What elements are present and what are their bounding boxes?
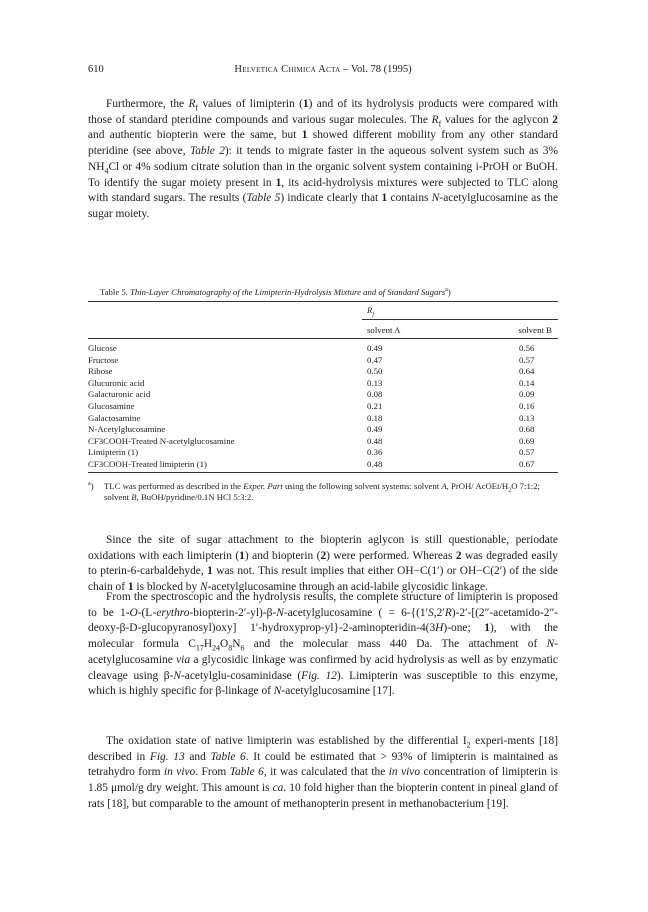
solvent-a-header: solvent A: [367, 325, 401, 335]
text: using the following solvent systems: solvent: [282, 481, 442, 491]
rf-solvent-a: 0.18: [367, 412, 383, 423]
text: -acetylglucosamine as the sugar moiety.: [88, 192, 558, 220]
subscript: 24: [212, 643, 221, 653]
sugar-name: Ribose: [88, 366, 113, 377]
rf-solvent-a: 0.49: [367, 343, 383, 353]
rf-solvent-b: 0.67: [519, 459, 535, 469]
compound-ref: 1: [301, 129, 308, 142]
caption-prefix: Table 5.: [100, 287, 131, 297]
rf-solvent-a: 0.08: [367, 389, 383, 400]
smallcap-l: L: [145, 606, 153, 619]
compound-ref: 2: [455, 549, 462, 562]
section-ref: Exper. Part: [243, 481, 283, 491]
rf-symbol: R: [367, 305, 373, 315]
footnote-text: [104, 481, 558, 503]
table-row: [88, 343, 558, 354]
text: a glycosidic linkage was confirmed by acid hydrolysis as well as by enzymatic cleavage using β-: [88, 653, 558, 682]
text: and authentic biopterin were the same, but: [88, 129, 302, 142]
sugar-name: Glucuronic acid: [88, 377, 145, 388]
rf-solvent-b: 0.09: [519, 389, 535, 400]
rf-solvent-a: 0.48: [367, 435, 383, 446]
italic-n: N: [546, 638, 555, 651]
rf-symbol: R: [188, 98, 196, 110]
table-caption: [100, 287, 560, 297]
caption-title: Thin-Layer Chromatography of the Limipterin-Hydrolysis Mixture and of Standard Sugars: [130, 287, 446, 297]
text: . From: [195, 766, 230, 779]
table-header-rule: [88, 338, 558, 339]
text: ) were performed. Whereas: [326, 549, 456, 562]
sugar-name: Fructose: [88, 354, 119, 365]
rf-solvent-b: 0.57: [519, 447, 535, 458]
rf-solvent-a: 0.48: [367, 459, 383, 469]
footnote-paren: ): [90, 481, 94, 491]
sugar-name: Galacturonic acid: [88, 389, 151, 400]
text: )-one;: [443, 622, 485, 635]
subscript: 17: [195, 643, 204, 653]
text: -(: [137, 606, 146, 619]
sugar-name: Glucose: [88, 343, 117, 353]
table-row: [88, 401, 558, 412]
figure-ref: Fig. 12: [301, 669, 337, 682]
running-title: [88, 64, 558, 75]
table-top-rule: [88, 301, 558, 302]
rf-solvent-b: 0.57: [519, 354, 535, 365]
text: )-2′-[(2″-acetamido-2″-deoxy-β-: [88, 606, 558, 635]
text: concentration of limipterin is 1.85 μmol/g dry weight. This amount is: [88, 766, 558, 795]
table-ref: Table 2: [189, 145, 225, 158]
text: showed different mobility from any other standard pteridine (see above,: [88, 129, 558, 158]
table-row: [88, 447, 558, 458]
rf-solvent-b: 0.56: [519, 343, 535, 353]
text: From the spectroscopic and the hydrolysis results, the complete structure of limipterin is proposed to be 1-: [88, 591, 558, 619]
text: -acetylglucosamine through an acid-labile glycosidic linkage.: [207, 581, 488, 594]
sugar-name: Glucosamine: [88, 401, 135, 411]
journal-volume: – Vol. 78 (1995): [340, 64, 412, 75]
rf-solvent-b: 0.64: [519, 366, 535, 377]
text: is blocked by: [133, 581, 200, 594]
rf-solvent-a: 0.13: [367, 377, 383, 388]
solvent-b-header: solvent B: [518, 325, 552, 335]
subscript: 8: [228, 643, 233, 653]
subscript: 2: [466, 740, 471, 750]
rf-subheader-rule: [362, 319, 558, 320]
table-row: [88, 355, 558, 366]
text: values of limipterin (: [198, 98, 303, 110]
compound-ref: 1: [381, 192, 388, 205]
italic-s: S: [428, 606, 434, 619]
rf-solvent-b: 0.68: [519, 424, 535, 435]
text: ) and of its hydrolysis products were compared with those of standard pteridine compounds and various sugar molecules. The: [88, 98, 558, 126]
subscript: 2: [508, 487, 512, 494]
rf-solvent-a: 0.50: [367, 366, 383, 377]
text: ), with the molecular formula C: [88, 622, 558, 651]
compound-ref: 1: [127, 581, 134, 594]
italic-n: N: [200, 581, 208, 594]
table-row: [88, 424, 558, 435]
text: ) indicate clearly that: [280, 192, 382, 205]
footnote-letter: a: [88, 481, 91, 488]
table-row: [88, 366, 558, 377]
text: ): it tends to migrate faster in the aqueous solvent system such as 3% NH: [88, 145, 558, 173]
table-ref: Table 6: [229, 766, 264, 779]
text: TLC was performed as described in the: [104, 481, 244, 491]
rf-solvent-b: 0.16: [519, 401, 535, 411]
sugar-name: Galactosamine: [88, 412, 141, 423]
italic-ca: ca.: [272, 782, 287, 795]
italic-n: N: [273, 685, 282, 698]
text: contains: [387, 192, 432, 205]
solvent-b-ref: B: [131, 492, 137, 502]
sugar-name: CF3COOH-Treated N-acetylglucosamine: [88, 435, 235, 446]
text: , PrOH/ AcOEt/H: [446, 481, 509, 491]
figure-ref: Fig. 13: [149, 750, 185, 763]
caption-close: ): [447, 287, 451, 297]
table-footnote: [88, 481, 558, 503]
text: -acetylglucosamine: [88, 638, 559, 666]
running-header: [88, 64, 558, 80]
sugar-name: Limipterin (1): [88, 447, 139, 458]
italic-erythro: erythro: [156, 606, 190, 619]
text: , it was calculated that the: [263, 766, 389, 779]
text: values for the aglycon: [441, 113, 553, 126]
text: ). Limipterin was susceptible to this enzyme, which is highly specific for β-linkage of: [88, 669, 558, 698]
page-number: 610: [88, 64, 104, 75]
rf-subscript: f: [372, 311, 375, 318]
italic-o: O: [129, 606, 138, 619]
rf-subscript: f: [438, 118, 442, 128]
rf-solvent-b: 0.14: [519, 377, 535, 388]
caption-footnote-mark: a: [445, 287, 448, 294]
text: Furthermore, the: [106, 98, 189, 110]
text: and the molecular mass 440 Da. The attachment of: [244, 638, 547, 651]
formula-h: H: [203, 638, 213, 651]
italic-n: N: [173, 669, 182, 682]
compound-ref: 1: [207, 565, 213, 578]
text: , BuOH/pyridine/0.1N HCl 5:3:2.: [136, 492, 254, 502]
formula-n: N: [232, 638, 241, 651]
paragraph-structure: [88, 590, 558, 700]
compound-ref: 2: [320, 549, 327, 562]
subscript: 6: [240, 643, 245, 653]
italic-via: via: [176, 653, 191, 666]
text: was degraded easily to pterin-6-carbaldehyde,: [88, 549, 558, 578]
text: -acetylglu-cosaminidase (: [181, 669, 302, 682]
table-row: [88, 436, 558, 447]
italic-in-vivo: in vivo: [163, 766, 196, 779]
table-bottom-rule: [88, 472, 558, 473]
formula-o: O: [220, 638, 229, 651]
table-ref: Table 5: [246, 192, 281, 205]
text: 10 fold higher than the biopterin content in pineal gland of rats [18], but comparable to the amount of methanopterin present in methanobacterium [19].: [88, 782, 558, 810]
italic-r: R: [444, 606, 452, 619]
table-row: [88, 459, 558, 470]
compound-ref: 2: [552, 113, 558, 126]
table-row: [88, 389, 558, 400]
sugar-name: N-Acetylglucosamine: [88, 424, 166, 435]
text: ) and biopterin (: [244, 549, 321, 562]
compound-ref: 1: [239, 549, 245, 562]
italic-h: H: [435, 622, 444, 635]
rf-solvent-a: 0.47: [367, 354, 383, 365]
paragraph-rf-comparison: [88, 97, 558, 223]
paragraph-periodate: [88, 533, 558, 596]
text: experi-ments [18] described in: [88, 735, 558, 763]
text: The oxidation state of native limipterin was established by the differential I: [106, 735, 467, 747]
italic-n: N: [431, 192, 440, 205]
text: was not. This result implies that either OH−C(1′) or OH−C(2′) of the side chain of: [88, 565, 558, 594]
journal-name: Helvetica Chimica Acta: [234, 64, 341, 75]
text: , its acid-hydrolysis mixtures were subjected to TLC along with standard sugars. The results (: [88, 176, 558, 205]
text: -: [152, 606, 157, 619]
table-row: [88, 413, 558, 424]
rf-solvent-a: 0.49: [367, 424, 383, 435]
text: -acetylglucosamine ( = 6-{(1′: [283, 606, 429, 619]
text: and: [184, 750, 211, 763]
text: -acetylglucosamine [17].: [281, 685, 395, 698]
text: . It could be estimated that > 93% of limipterin is maintained as tetrahydro form: [88, 750, 558, 779]
text: -glucopyranosyl)oxy] 1′-hydroxyprop-yl}-2-aminopteridin-4(3: [137, 622, 436, 635]
subscript: 4: [104, 166, 109, 176]
table-row: [88, 378, 558, 389]
table-ref: Table 6: [210, 750, 246, 763]
text: ,2′: [433, 606, 445, 619]
sugar-name: CF3COOH-Treated limipterin (1): [88, 459, 207, 469]
rf-subscript: f: [195, 103, 199, 113]
compound-ref: 1: [275, 176, 282, 189]
text: Cl or 4% sodium citrate solution than in the organic solvent system containing i-PrOH or BuOH. To identify the sugar moiety present in: [88, 160, 558, 189]
text: O 7:1:2; solvent: [104, 481, 540, 502]
rf-solvent-a: 0.21: [367, 401, 383, 411]
italic-in-vivo: in vivo: [388, 766, 421, 779]
paragraph-oxidation-state: [88, 734, 558, 813]
rf-solvent-b: 0.13: [519, 412, 535, 423]
compound-ref: 1: [302, 98, 309, 110]
solvent-a-ref: A: [441, 481, 447, 491]
compound-ref: 1: [484, 622, 490, 635]
footnote-mark: [88, 481, 94, 492]
rf-symbol: R: [431, 113, 439, 126]
rf-solvent-b: 0.69: [519, 435, 535, 446]
smallcap-d: D: [129, 622, 138, 635]
rf-solvent-a: 0.36: [367, 447, 383, 458]
text: Since the site of sugar attachment to the biopterin aglycon is still questionable, periodate oxidations with each limipterin (: [88, 534, 558, 562]
text: -biopterin-2′-yl)-β-: [189, 606, 277, 619]
rf-column-header: [367, 305, 375, 318]
italic-n: N: [276, 606, 284, 619]
